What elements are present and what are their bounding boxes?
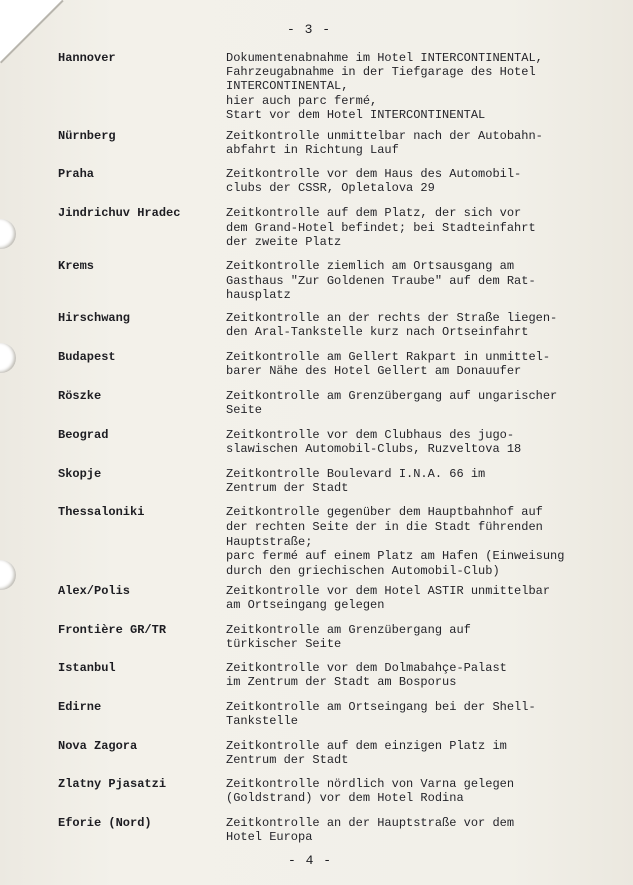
location-name: Frontière GR/TR [58, 623, 167, 637]
description-line: Fahrzeugabnahme in der Tiefgarage des Hotel [226, 65, 536, 80]
location-name: Thessaloniki [58, 505, 145, 519]
description-line: Zentrum der Stadt [226, 481, 349, 496]
description-line: clubs der CSSR, Opletalova 29 [226, 181, 435, 196]
location-name: Hannover [58, 51, 116, 65]
description-line: Zeitkontrolle ziemlich am Ortsausgang am [226, 259, 515, 273]
control-description [226, 584, 550, 613]
description-line: Start vor dem Hotel INTERCONTINENTAL [226, 107, 486, 122]
description-line: Zeitkontrolle am Gellert Rakpart in unmittel- [226, 350, 551, 364]
description-line: parc fermé auf einem Platz am Hafen (Einweisung [226, 549, 565, 564]
description-line: Zeitkontrolle unmittelbar nach der Autobahn- [226, 129, 543, 143]
control-description [226, 167, 521, 196]
control-description [226, 206, 536, 250]
description-line: abfahrt in Richtung Lauf [226, 143, 399, 158]
description-line: den Aral-Tankstelle kurz nach Ortseinfahrt [226, 325, 529, 340]
description-line: (Goldstrand) vor dem Hotel Rodina [226, 791, 464, 806]
location-name: Edirne [58, 700, 102, 714]
control-description [226, 467, 485, 496]
location-name: Praha [58, 167, 95, 181]
location-name: Budapest [58, 350, 116, 364]
location-name: Eforie (Nord) [58, 816, 152, 830]
description-line: Dokumentenabnahme im Hotel INTERCONTINENTAL, [226, 51, 543, 65]
description-line: Zeitkontrolle vor dem Clubhaus des jugo- [226, 428, 515, 442]
location-name: Röszke [58, 389, 102, 403]
control-description [226, 816, 514, 845]
description-line: Zeitkontrolle gegenüber dem Hauptbahnhof auf [226, 505, 543, 519]
description-line: Gasthaus "Zur Goldenen Traube" auf dem Rat- [226, 273, 536, 288]
description-line: hausplatz [226, 288, 291, 303]
description-line: Seite [226, 403, 263, 418]
description-line: Zeitkontrolle nördlich von Varna gelegen [226, 777, 515, 791]
location-name: Skopje [58, 467, 102, 481]
description-line: durch den griechischen Automobil-Club) [226, 564, 500, 579]
description-line: slawischen Automobil-Clubs, Ruzveltova 18 [226, 442, 522, 457]
control-description [226, 129, 543, 158]
control-description [226, 350, 550, 379]
description-line: am Ortseingang gelegen [226, 598, 385, 613]
control-description [226, 311, 557, 340]
page-number-top: - 3 - [287, 22, 332, 37]
description-line: Tankstelle [226, 714, 299, 729]
description-line: hier auch parc fermé, [226, 93, 378, 108]
location-name: Istanbul [58, 661, 116, 675]
control-description [226, 259, 536, 303]
location-name: Jindrichuv Hradec [58, 206, 181, 220]
control-description [226, 661, 507, 690]
location-name: Krems [58, 259, 95, 273]
location-name: Zlatny Pjasatzi [58, 777, 167, 791]
description-line: Zeitkontrolle auf dem Platz, der sich vor [226, 206, 522, 220]
description-line: der zweite Platz [226, 235, 342, 250]
description-line: Zeitkontrolle vor dem Dolmabahçe-Palast [226, 661, 507, 675]
description-line: Zeitkontrolle vor dem Hotel ASTIR unmittelbar [226, 584, 551, 598]
description-line: der rechten Seite der in die Stadt führenden [226, 519, 543, 534]
control-description [226, 51, 543, 122]
location-name: Nova Zagora [58, 739, 138, 753]
description-line: Zeitkontrolle am Grenzübergang auf ungarischer [226, 389, 558, 403]
control-description [226, 389, 557, 418]
description-line: türkischer Seite [226, 637, 342, 652]
description-line: im Zentrum der Stadt am Bosporus [226, 675, 457, 690]
description-line: INTERCONTINENTAL, [226, 79, 349, 94]
description-line: Zeitkontrolle am Grenzübergang auf [226, 623, 471, 637]
description-line: Zeitkontrolle Boulevard I.N.A. 66 im [226, 467, 486, 481]
control-description [226, 700, 536, 729]
location-name: Beograd [58, 428, 109, 442]
description-line: Hauptstraße; [226, 534, 313, 549]
control-description [226, 777, 514, 806]
page-number-bottom: - 4 - [288, 853, 333, 868]
description-line: Zeitkontrolle an der Hauptstraße vor dem [226, 816, 515, 830]
description-line: barer Nähe des Hotel Gellert am Donauufer [226, 364, 522, 379]
description-line: Zeitkontrolle vor dem Haus des Automobil- [226, 167, 522, 181]
control-description [226, 505, 564, 579]
description-line: Hotel Europa [226, 830, 313, 845]
description-line: Zeitkontrolle an der rechts der Straße liegen- [226, 311, 558, 325]
description-line: dem Grand-Hotel befindet; bei Stadteinfahrt [226, 220, 536, 235]
location-name: Nürnberg [58, 129, 116, 143]
location-name: Hirschwang [58, 311, 131, 325]
location-name: Alex/Polis [58, 584, 131, 598]
description-line: Zentrum der Stadt [226, 753, 349, 768]
description-line: Zeitkontrolle auf dem einzigen Platz im [226, 739, 507, 753]
control-description [226, 623, 471, 652]
description-line: Zeitkontrolle am Ortseingang bei der Shell- [226, 700, 536, 714]
control-description [226, 739, 507, 768]
control-description [226, 428, 521, 457]
